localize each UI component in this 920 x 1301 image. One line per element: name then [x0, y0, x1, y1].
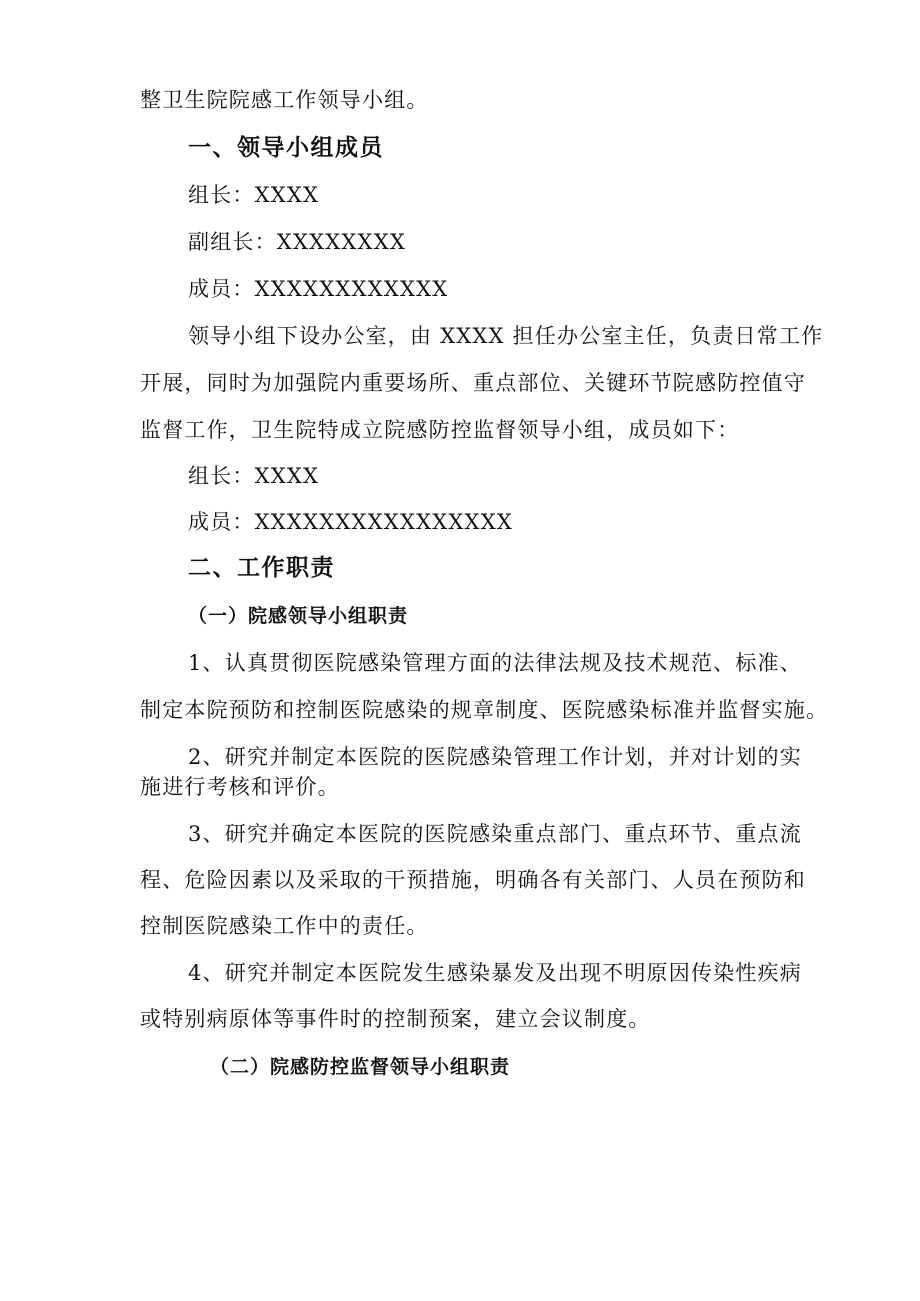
paragraph-line: 整卫生院院感工作领导小组。 [140, 88, 429, 112]
paragraph-line: 开展，同时为加强院内重要场所、重点部位、关键环节院感防控值守 [140, 371, 806, 395]
paragraph-line: 监督工作，卫生院特成立院感防控监督领导小组，成员如下： [140, 418, 740, 442]
paragraph-line: 2、研究并制定本医院的医院感染管理工作计划，并对计划的实 [188, 745, 802, 769]
paragraph-line: 制定本院预防和控制医院感染的规章制度、医院感染标准并监督实施。 [140, 698, 829, 722]
members-line: 成员：XXXXXXXXXXXX [188, 277, 449, 301]
paragraph-line: 控制医院感染工作中的责任。 [140, 914, 429, 938]
paragraph-line: 施进行考核和评价。 [140, 775, 340, 799]
paragraph-line: 领导小组下设办公室，由 XXXX 担任办公室主任，负责日常工作 [188, 324, 824, 348]
section-heading-duties: 二、工作职责 [188, 555, 335, 581]
paragraph-line: 或特别病原体等事件时的控制预案，建立会议制度。 [140, 1007, 651, 1031]
leader-line: 组长：XXXX [188, 183, 320, 207]
paragraph-line: 3、研究并确定本医院的医院感染重点部门、重点环节、重点流 [188, 822, 802, 846]
paragraph-line: 4、研究并制定本医院发生感染暴发及出现不明原因传染性疾病 [188, 961, 802, 985]
paragraph-line: 1、认真贯彻医院感染管理方面的法律法规及技术规范、标准、 [188, 651, 802, 675]
subsection-heading-1: （一）院感领导小组职责 [188, 605, 409, 627]
deputy-leader-line: 副组长：XXXXXXXX [188, 230, 407, 254]
subsection-heading-2: （二）院感防控监督领导小组职责 [210, 1056, 511, 1078]
section-heading-members: 一、领导小组成员 [188, 135, 384, 161]
supervision-members-line: 成员：XXXXXXXXXXXXXXXX [188, 510, 514, 534]
paragraph-line: 程、危险因素以及采取的干预措施，明确各有关部门、人员在预防和 [140, 868, 806, 892]
supervision-leader-line: 组长：XXXX [188, 464, 320, 488]
